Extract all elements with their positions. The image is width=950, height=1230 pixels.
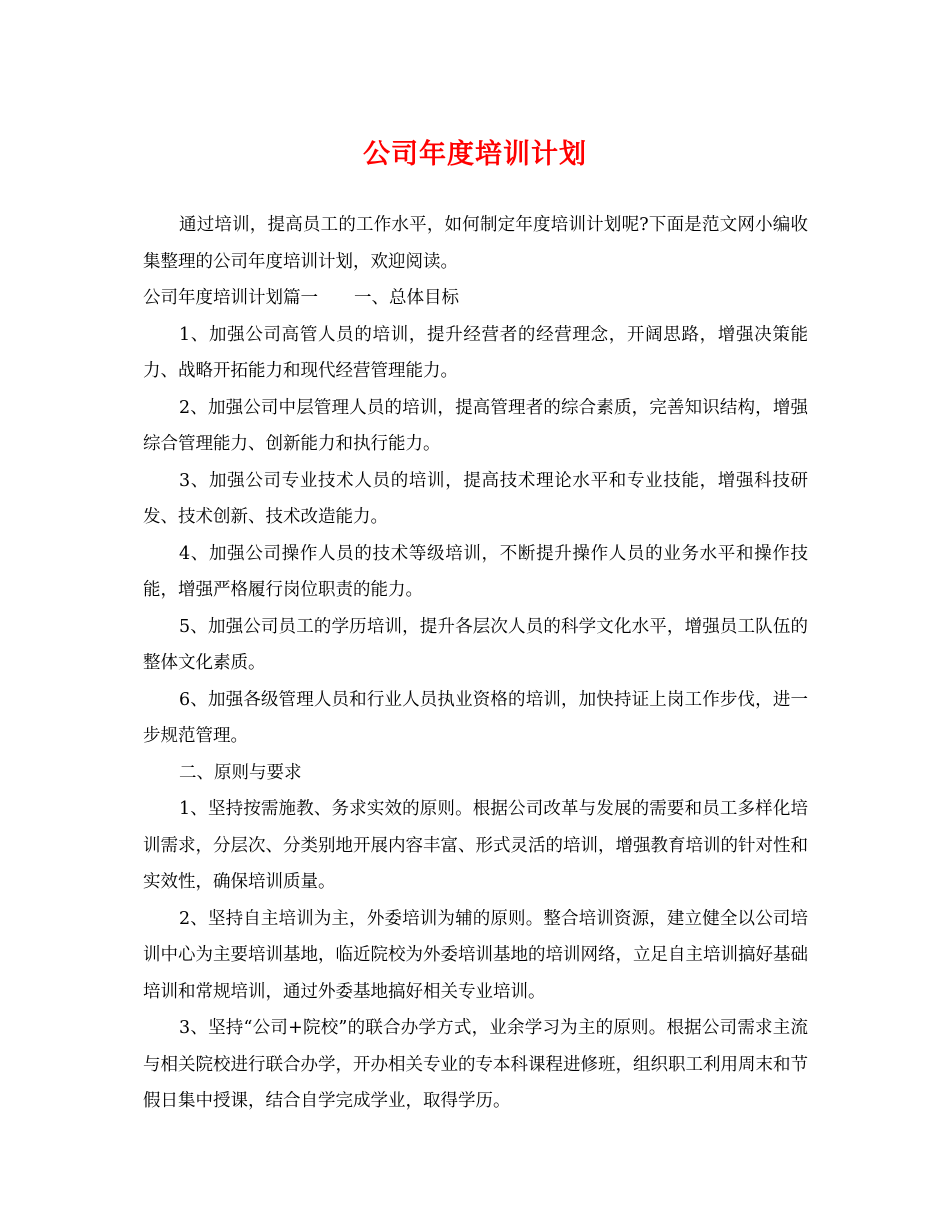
plan-part-label: 公司年度培训计划篇一 [143,288,318,308]
goal-paragraph: 2、加强公司中层管理人员的培训，提高管理者的综合素质，完善知识结构，增强综合管理能力、创新能力和执行能力。 [143,397,808,454]
principle-paragraph: 3、坚持“公司+院校”的联合办学方式，业余学习为主的原则。根据公司需求主流与相关院校进行联合办学，开办相关专业的专本科课程进修班，组织职工利用周末和节假日集中授课，结合自学完成学业，取得学历。 [143,1018,808,1111]
intro-paragraph: 通过培训，提高员工的工作水平，如何制定年度培训计划呢?下面是范文网小编收集整理的公司年度培训计划，欢迎阅读。 [143,215,808,272]
goal-paragraph: 5、加强公司员工的学历培训，提升各层次人员的科学文化水平，增强员工队伍的整体文化素质。 [143,616,808,673]
section-2-heading: 二、原则与要求 [179,762,302,783]
section-1-heading: 一、总体目标 [354,288,459,308]
goal-paragraph: 6、加强各级管理人员和行业人员执业资格的培训，加快持证上岗工作步伐，进一步规范管理。 [143,689,808,746]
goal-paragraph: 3、加强公司专业技术人员的培训，提高技术理论水平和专业技能，增强科技研发、技术创新、技术改造能力。 [143,470,808,527]
goal-paragraph: 1、加强公司高管人员的培训，提升经营者的经营理念，开阔思路，增强决策能力、战略开拓能力和现代经营管理能力。 [143,324,808,381]
section-1-heading-line [143,280,808,317]
goal-paragraph: 4、加强公司操作人员的技术等级培训，不断提升操作人员的业务水平和操作技能，增强严格履行岗位职责的能力。 [143,543,808,600]
principle-paragraph: 1、坚持按需施教、务求实效的原则。根据公司改革与发展的需要和员工多样化培训需求，分层次、分类别地开展内容丰富、形式灵活的培训，增强教育培训的针对性和实效性，确保培训质量。 [143,799,808,892]
principle-paragraph: 2、坚持自主培训为主，外委培训为辅的原则。整合培训资源，建立健全以公司培训中心为主要培训基地，临近院校为外委培训基地的培训网络，立足自主培训搞好基础培训和常规培训，通过外委基地搞好相关专业培训。 [143,908,808,1002]
document-title: 公司年度培训计划 [363,139,587,170]
document-body [143,207,808,1120]
